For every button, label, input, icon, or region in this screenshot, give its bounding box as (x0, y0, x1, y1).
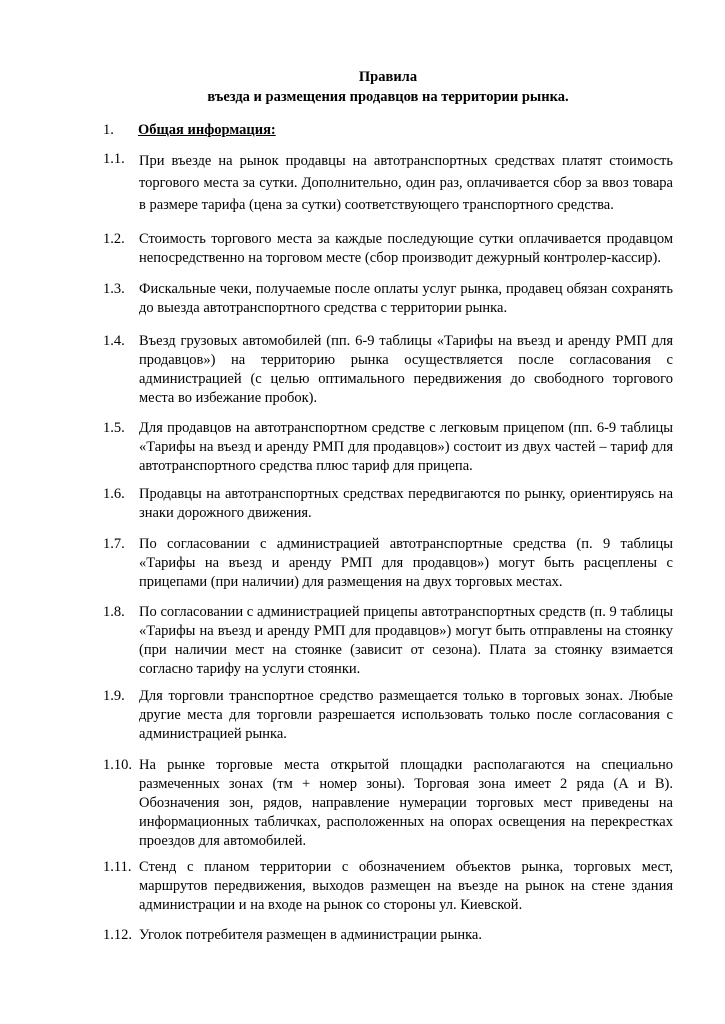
item-text: Для продавцов на автотранспортном средстве с легковым прицепом (пп. 6-9 таблицы «Тарифы на въезд и аренду РМП для продавцов») состоит из двух частей – тариф для автотранспортного средства плюс тариф для прицепа. (139, 420, 673, 474)
item-text: Для торговли транспортное средство размещается только в торговых зонах. Любые другие места для торговли разрешается использовать только после согласования с администрацией рынка. (139, 688, 673, 742)
section-heading (103, 120, 276, 140)
section-number: 1. (103, 122, 114, 138)
list-item (103, 756, 673, 851)
list-item (103, 280, 673, 318)
list-item (103, 687, 673, 744)
item-text: На рынке торговые места открытой площадки располагаются на специально размеченных зонах (тм + номер зоны). Торговая зона имеет 2 ряда (А и В). Обозначения зон, рядов, направление нумерации торговых мест приведены на информационных табличках, расположенных на опорах освещения на перекрестках проездов для автомобилей. (139, 757, 673, 849)
item-text: Стенд с планом территории с обозначением объектов рынка, торговых мест, маршрутов передвижения, выходов размещен на въезде на рынок на стене здания администрации и на входе на рынок со стороны ул. Киевской. (139, 859, 673, 913)
item-number: 1.10. (103, 757, 132, 773)
list-item (103, 535, 673, 592)
item-text: По согласовании с администрацией прицепы автотранспортных средств (п. 9 таблицы «Тарифы на въезд и аренду РМП для продавцов») могут быть отправлены на стоянку (при наличии мест на стоянке (зависит от сезона). Плата за стоянку взимается согласно тарифу на услуги стоянки. (139, 604, 673, 677)
title-line-1: Правила (358, 69, 418, 85)
item-number: 1.11. (103, 859, 132, 875)
item-number: 1.4. (103, 333, 125, 349)
item-number: 1.6. (103, 486, 125, 502)
item-number: 1.2. (103, 231, 125, 247)
list-item (103, 150, 673, 216)
item-number: 1.5. (103, 420, 125, 436)
list-item (103, 603, 673, 679)
list-item (103, 332, 673, 408)
list-item (103, 230, 673, 268)
title-line-2: въезда и размещения продавцов на территории рынка. (207, 89, 569, 105)
item-number: 1.7. (103, 536, 125, 552)
item-text: Уголок потребителя размещен в администрации рынка. (139, 927, 482, 943)
item-text: По согласовании с администрацией автотранспортные средства (п. 9 таблицы «Тарифы на въезд и аренду РМП для продавцов») могут быть расцеплены с прицепами (при наличии) для размещения на двух торговых местах. (139, 536, 673, 590)
list-item (103, 419, 673, 476)
item-text: При въезде на рынок продавцы на автотранспортных средствах платят стоимость торгового места за сутки. Дополнительно, один раз, оплачивается сбор за ввоз товара в размере тарифа (цена за сутки) соответствующего транспортного средства. (139, 153, 673, 213)
list-item (103, 858, 673, 915)
list-item (103, 485, 673, 523)
item-number: 1.9. (103, 688, 125, 704)
list-item (103, 926, 673, 945)
item-number: 1.3. (103, 281, 125, 297)
item-text: Фискальные чеки, получаемые после оплаты услуг рынка, продавец обязан сохранять до выезда автотранспортного средства с территории рынка. (139, 281, 673, 316)
item-text: Продавцы на автотранспортных средствах передвигаются по рынку, ориентируясь на знаки дорожного движения. (139, 486, 673, 521)
document-title (100, 67, 676, 107)
item-number: 1.12. (103, 927, 132, 943)
item-number: 1.8. (103, 604, 125, 620)
section-label: Общая информация: (138, 122, 276, 138)
item-text: Стоимость торгового места за каждые последующие сутки оплачивается продавцом непосредственно на торговом месте (сбор производит дежурный контролер-кассир). (139, 231, 673, 266)
item-number: 1.1. (103, 151, 125, 167)
item-text: Въезд грузовых автомобилей (пп. 6-9 таблицы «Тарифы на въезд и аренду РМП для продавцов») на территорию рынка осуществляется после согласования с администрацией (с целью оптимального передвижения до свободного торгового места во избежание пробок). (139, 333, 673, 406)
